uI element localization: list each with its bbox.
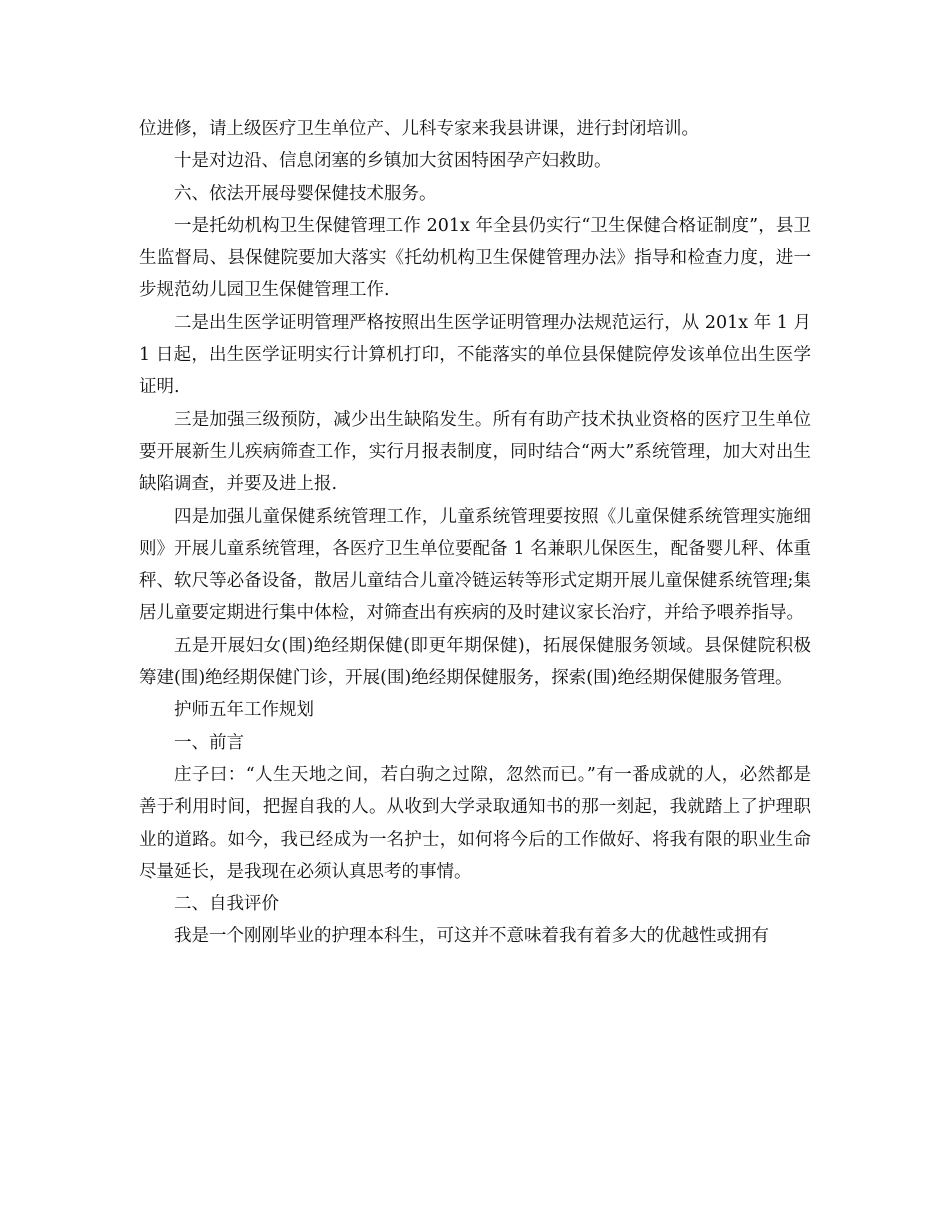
section-heading-six: 六、依法开展母婴保健技术服务。 — [174, 183, 437, 204]
paragraph-item-ten: 十是对边沿、信息闭塞的乡镇加大贫困特困孕产妇救助。 — [174, 151, 612, 172]
paragraph-item-two: 二是出生医学证明管理严格按照出生医学证明管理办法规范运行，从 201x 年 1 月 1 日起，出生医学证明实行计算机打印，不能落实的单位县保健院停发该单位出生医学证明. — [139, 312, 811, 398]
paragraph-item-four: 四是加强儿童保健系统管理工作，儿童系统管理要按照《儿童保健系统管理实施细则》开展儿童系统管理，各医疗卫生单位要配备 1 名兼职儿保医生，配备婴儿秤、体重秤、软尺等必备设备，散居儿童结合儿童冷链运转等形式定期开展儿童保健系统管理;集居儿童要定期进行集中体检，对筛查出有疾病的及时建议家长治疗，并给予喂养指导。 — [139, 506, 811, 624]
paragraph-self-evaluation: 我是一个刚刚毕业的护理本科生，可这并不意味着我有着多大的优越性或拥有 — [174, 926, 769, 947]
paragraph-preface: 庄子曰：“人生天地之间，若白驹之过隙，忽然而已。”有一番成就的人，必然都是善于利用时间，把握自我的人。从收到大学录取通知书的那一刻起，我就踏上了护理职业的道路。如今，我已经成为一名护士，如何将今后的工作做好、将我有限的职业生命尽量延长，是我现在必须认真思考的事情。 — [139, 764, 811, 882]
section-heading-self-evaluation: 二、自我评价 — [174, 894, 279, 915]
document-subtitle: 护师五年工作规划 — [174, 700, 314, 721]
document-body — [139, 113, 811, 953]
paragraph-item-five: 五是开展妇女(围)绝经期保健(即更年期保健)，拓展保健服务领域。县保健院积极筹建(围)绝经期保健门诊，开展(围)绝经期保健服务，探索(围)绝经期保健服务管理。 — [139, 635, 811, 689]
section-heading-preface: 一、前言 — [174, 732, 244, 753]
paragraph-continuation: 位进修，请上级医疗卫生单位产、儿科专家来我县讲课，进行封闭培训。 — [139, 119, 699, 139]
paragraph-item-three: 三是加强三级预防，减少出生缺陷发生。所有有助产技术执业资格的医疗卫生单位要开展新生儿疾病筛查工作，实行月报表制度，同时结合“两大”系统管理，加大对出生缺陷调查，并要及进上报. — [139, 409, 811, 495]
paragraph-item-one: 一是托幼机构卫生保健管理工作 201x 年全县仍实行“卫生保健合格证制度”，县卫生监督局、县保健院要加大落实《托幼机构卫生保健管理办法》指导和检查力度，进一步规范幼儿园卫生保健管理工作. — [139, 215, 811, 301]
